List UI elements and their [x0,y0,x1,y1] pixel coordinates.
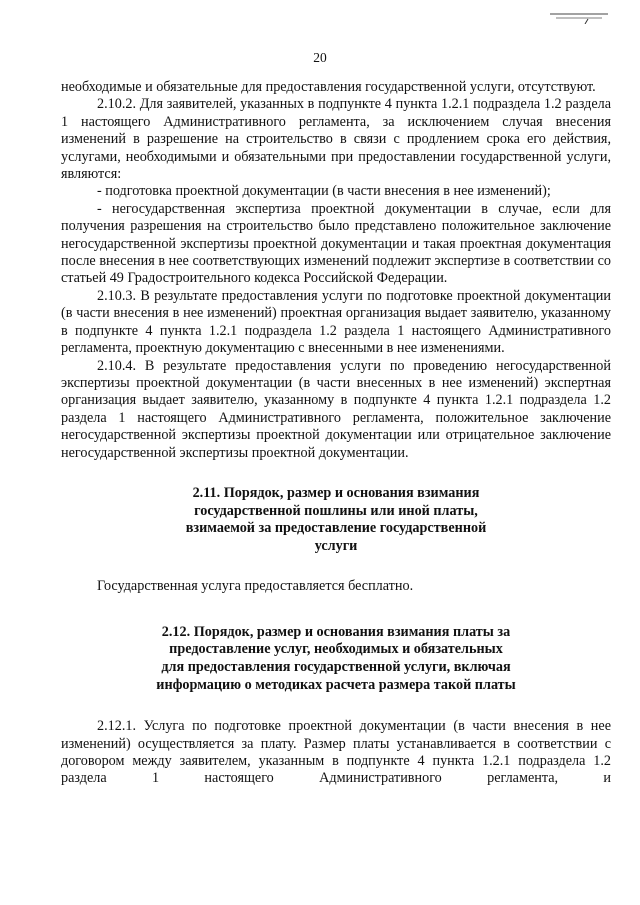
paragraph-2-10-4: 2.10.4. В результате предоставления услуги по проведению негосударственной экспертизы проектной документации (в части внесенных в нее изменений) экспертная организация выдает заявителю, указанному в подпункте 4 пункта 1.2.1 подраздела 1.2 раздела 1 настоящего Административного регламента, положительное заключение негосударственной экспертизы проектной документации или отрицательное заключение негосударственной экспертизы проектной документации. [61,357,611,461]
paragraph-2-10-3: 2.10.3. В результате предоставления услуги по подготовке проектной документации (в части внесения в нее изменений) проектная организация выдает заявителю, указанному в подпункте 4 пункта 1.2.1 подраздела 1.2 раздела 1 настоящего Административного регламента, проектную документацию с внесенными в нее изменениями. [61,287,611,357]
handwritten-mark-icon [548,10,610,24]
section-heading-2-11: 2.11. Порядок, размер и основания взимания государственной пошлины или иной платы, взимаемой за предоставление государственной услуги [185,484,487,554]
paragraph-2-12-1: 2.12.1. Услуга по подготовке проектной документации (в части внесения в нее изменений) осуществляется за плату. Размер платы устанавливается в соответствии с договором между заявителем, указанным в подпункте 4 пункта 1.2.1 подраздела 1.2 раздела 1 настоящего Административного регламента, и [61,718,611,787]
paragraph-free-service: Государственная услуга предоставляется бесплатно. [97,578,414,595]
paragraph-continuation: необходимые и обязательные для предоставления государственной услуги, отсутствуют. [61,79,596,95]
document-body [61,79,611,788]
paragraph-2-10-2: 2.10.2. Для заявителей, указанных в подпункте 4 пункта 1.2.1 подраздела 1.2 раздела 1 настоящего Административного регламента, за исключением случая внесения изменений в разрешение на строительство в связи с продлением срока его действия, услугами, необходимыми и обязательными при предоставлении государственной услуги, являются: [61,96,611,183]
page-number: 20 [313,50,327,65]
list-item-expertise: - негосударственная экспертиза проектной документации в случае, если для получения разрешения на строительство было представлено положительное заключение негосударственной экспертизы проектной документации и такая проектная документация после внесения в нее соответствующих изменений подлежит экспертизе в соответствии со статьей 49 Градостроительного кодекса Российской Федерации. [61,200,611,287]
section-heading-2-12: 2.12. Порядок, размер и основания взимания платы за предоставление услуг, необходимых и обязательных для предоставления государственной услуги, включая информацию о методиках расчета размера такой платы [156,623,516,693]
list-item-project-docs: - подготовка проектной документации (в части внесения в нее изменений); [97,183,551,200]
